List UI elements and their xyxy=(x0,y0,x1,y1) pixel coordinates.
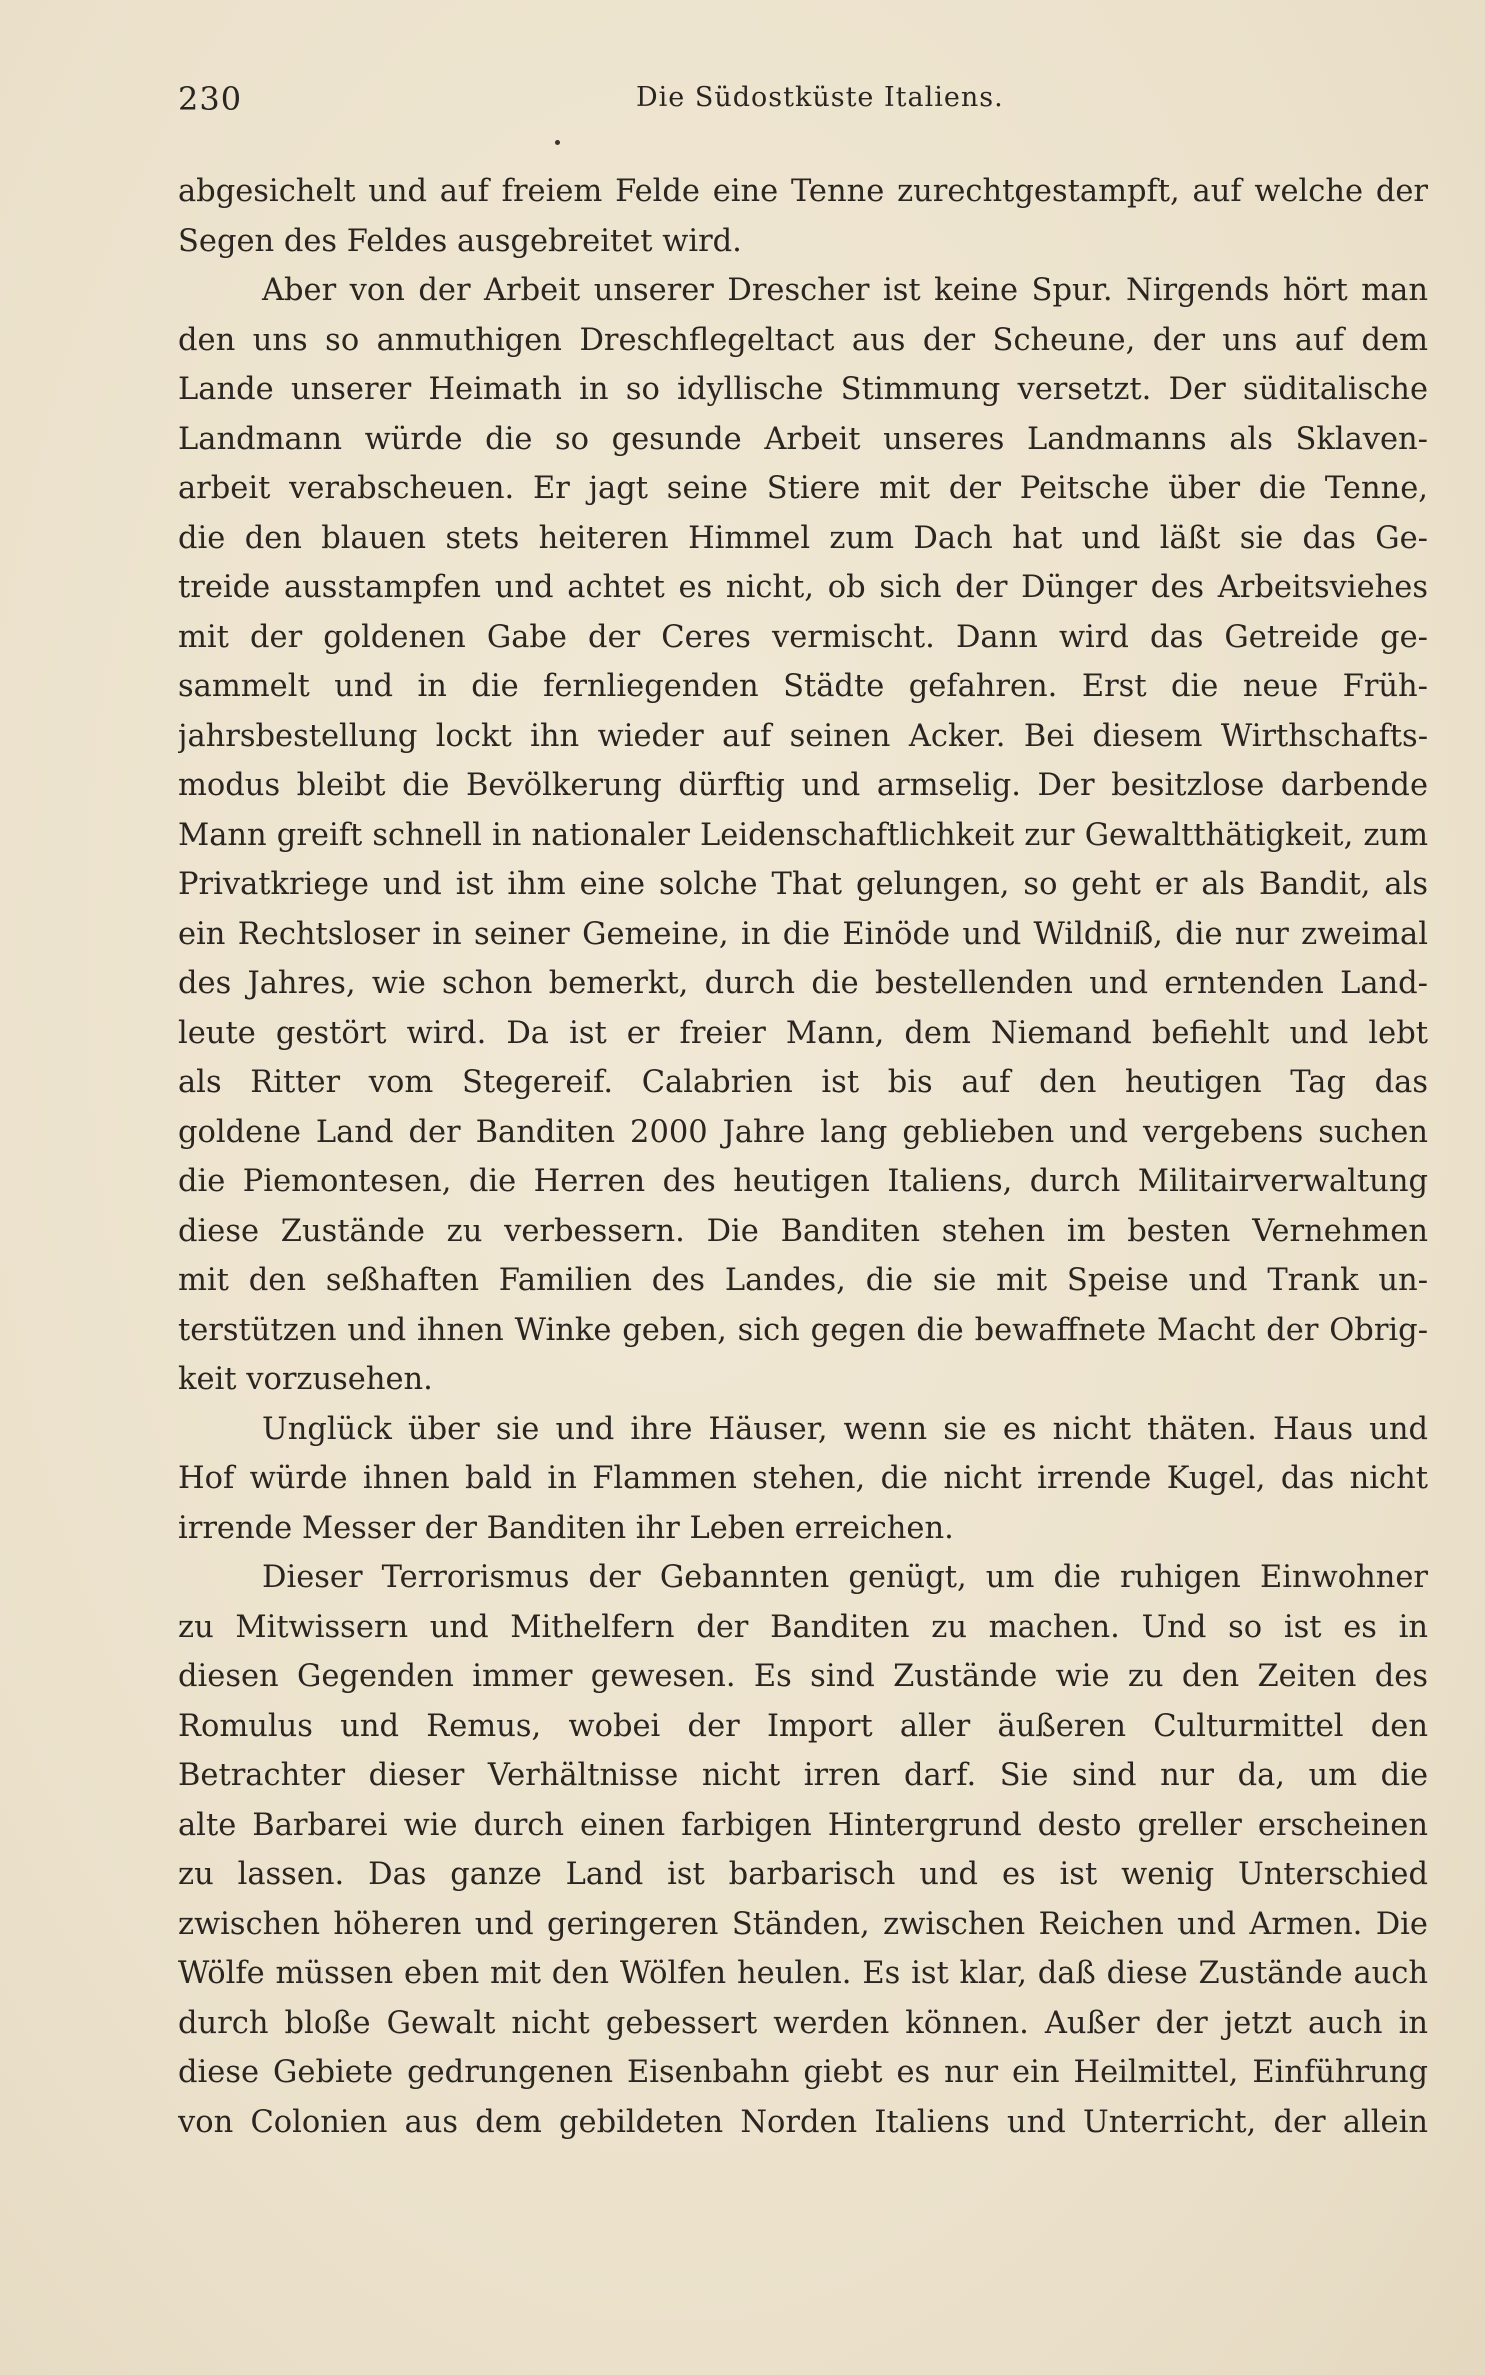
text-line: den uns so anmuthigen Dreschflegeltact aus der Scheune, der uns auf dem xyxy=(178,322,1428,358)
text-line: Privatkriege und ist ihm eine solche That gelungen, so geht er als Bandit, als xyxy=(178,867,1428,902)
text-line: keit vorzusehen. xyxy=(178,1362,433,1397)
text-line: die den blauen stets heiteren Himmel zum Dach hat und läßt sie das Ge- xyxy=(178,520,1428,556)
text-line: zwischen höheren und geringeren Ständen, zwischen Reichen und Armen. Die xyxy=(178,1906,1428,1942)
text-line: mit der goldenen Gabe der Ceres vermischt. Dann wird das Getreide ge- xyxy=(178,619,1428,655)
text-line: Lande unserer Heimath in so idyllische Stimmung versetzt. Der süditalische xyxy=(178,372,1428,407)
text-line: Unglück über sie und ihre Häuser, wenn sie es nicht thäten. Haus und xyxy=(262,1411,1428,1447)
ink-speck xyxy=(555,140,560,145)
text-line: irrende Messer der Banditen ihr Leben erreichen. xyxy=(178,1510,954,1546)
text-line: abgesichelt und auf freiem Felde eine Tenne zurechtgestampft, auf welche der xyxy=(178,174,1428,209)
text-line: als Ritter vom Stegereif. Calabrien ist bis auf den heutigen Tag das xyxy=(178,1065,1428,1100)
text-line: ein Rechtsloser in seiner Gemeine, in die Einöde und Wildniß, die nur zweimal xyxy=(178,916,1428,952)
text-line: Romulus und Remus, wobei der Import aller äußeren Culturmittel den xyxy=(178,1708,1428,1744)
text-line: Betrachter dieser Verhältnisse nicht irren darf. Sie sind nur da, um die xyxy=(178,1758,1428,1793)
text-line: zu lassen. Das ganze Land ist barbarisch und es ist wenig Unterschied xyxy=(178,1857,1428,1892)
text-line: Hof würde ihnen bald in Flammen stehen, die nicht irrende Kugel, das nicht xyxy=(178,1461,1428,1496)
text-line: sammelt und in die fernliegenden Städte gefahren. Erst die neue Früh- xyxy=(178,669,1428,704)
text-line: Dieser Terrorismus der Gebannten genügt, um die ruhigen Einwohner xyxy=(262,1560,1428,1595)
text-line: diesen Gegenden immer gewesen. Es sind Zustände wie zu den Zeiten des xyxy=(178,1659,1428,1694)
page-header xyxy=(178,80,1428,130)
text-line: jahrsbestellung lockt ihn wieder auf seinen Acker. Bei diesem Wirthschafts- xyxy=(178,718,1428,754)
text-line: zu Mitwissern und Mithelfern der Banditen zu machen. Und so ist es in xyxy=(178,1609,1428,1645)
text-line: leute gestört wird. Da ist er freier Mann, dem Niemand befiehlt und lebt xyxy=(178,1015,1428,1051)
text-line: die Piemontesen, die Herren des heutigen Italiens, durch Militairverwaltung xyxy=(178,1164,1428,1199)
text-line: mit den seßhaften Familien des Landes, die sie mit Speise und Trank un- xyxy=(178,1263,1428,1298)
text-line: durch bloße Gewalt nicht gebessert werden können. Außer der jetzt auch in xyxy=(178,2005,1428,2041)
body-text xyxy=(178,167,1428,2147)
text-line: goldene Land der Banditen 2000 Jahre lang geblieben und vergebens suchen xyxy=(178,1114,1428,1150)
text-line: Landmann würde die so gesunde Arbeit unseres Landmanns als Sklaven- xyxy=(178,421,1428,457)
text-line: diese Gebiete gedrungenen Eisenbahn giebt es nur ein Heilmittel, Einführung xyxy=(178,2055,1428,2090)
running-title: Die Südostküste Italiens. xyxy=(636,82,1004,113)
page-number: 230 xyxy=(178,80,243,118)
text-line: von Colonien aus dem gebildeten Norden Italiens und Unterricht, der allein xyxy=(178,2104,1428,2140)
text-line: Aber von der Arbeit unserer Drescher ist keine Spur. Nirgends hört man xyxy=(262,273,1428,308)
text-line: Wölfe müssen eben mit den Wölfen heulen. Es ist klar, daß diese Zustände auch xyxy=(178,1956,1428,1991)
text-line: des Jahres, wie schon bemerkt, durch die bestellenden und erntenden Land- xyxy=(178,966,1428,1001)
text-line: arbeit verabscheuen. Er jagt seine Stiere mit der Peitsche über die Tenne, xyxy=(178,471,1428,506)
text-line: Segen des Feldes ausgebreitet wird. xyxy=(178,223,742,259)
text-line: diese Zustände zu verbessern. Die Banditen stehen im besten Vernehmen xyxy=(178,1213,1428,1249)
text-line: Mann greift schnell in nationaler Leidenschaftlichkeit zur Gewaltthätigkeit, zum xyxy=(178,817,1428,853)
text-line: treide ausstampfen und achtet es nicht, ob sich der Dünger des Arbeitsviehes xyxy=(178,570,1428,605)
text-line: terstützen und ihnen Winke geben, sich gegen die bewaffnete Macht der Obrig- xyxy=(178,1312,1428,1348)
text-line: modus bleibt die Bevölkerung dürftig und armselig. Der besitzlose darbende xyxy=(178,768,1428,803)
text-line: alte Barbarei wie durch einen farbigen Hintergrund desto greller erscheinen xyxy=(178,1807,1428,1843)
